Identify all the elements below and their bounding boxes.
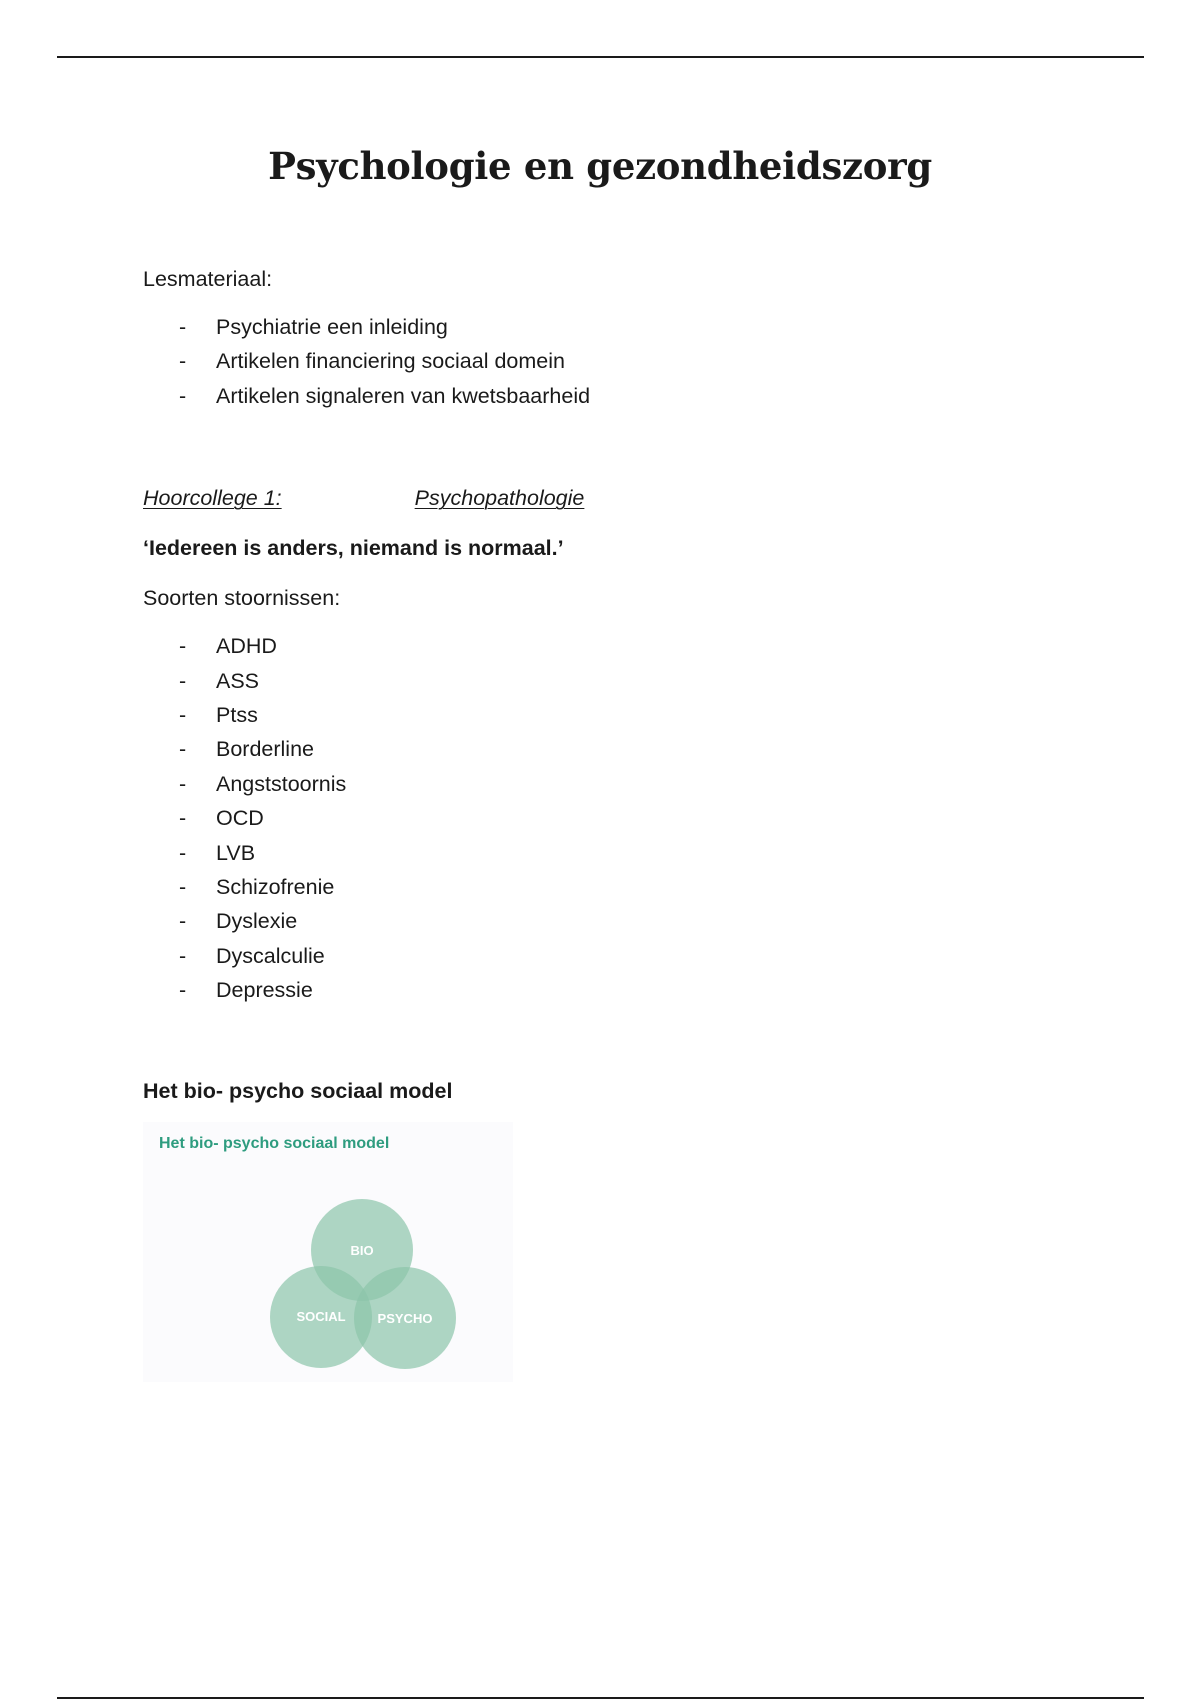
dash-bullet: - — [179, 909, 187, 934]
list-item: - Ptss — [143, 698, 1043, 732]
list-item: - Borderline — [143, 732, 1043, 766]
document-body — [143, 264, 1043, 1106]
bottom-rule — [57, 1697, 1144, 1699]
dash-bullet: - — [179, 806, 187, 831]
dash-bullet: - — [179, 668, 187, 693]
dash-bullet: - — [179, 383, 187, 408]
dash-bullet: - — [179, 349, 187, 374]
list-item: - ADHD — [143, 629, 1043, 663]
lesmateriaal-label: Lesmateriaal: — [143, 267, 273, 291]
bio-label: BIO — [350, 1243, 374, 1258]
list-item: - Schizofrenie — [143, 870, 1043, 904]
dash-bullet: - — [179, 634, 187, 659]
dash-bullet: - — [179, 943, 187, 968]
venn-diagram — [143, 1122, 513, 1382]
figure-title: Het bio- psycho sociaal model — [159, 1135, 390, 1152]
model-heading: Het bio- psycho sociaal model — [143, 1078, 453, 1103]
dash-bullet: - — [179, 978, 187, 1003]
psycho-label: PSYCHO — [377, 1311, 433, 1326]
list-item: - Artikelen signaleren van kwetsbaarheid — [143, 379, 1043, 413]
social-label: SOCIAL — [296, 1309, 346, 1324]
quote: ‘Iedereen is anders, niemand is normaal.’ — [143, 536, 564, 561]
soorten-list — [143, 629, 1043, 1007]
list-item: - Angststoornis — [143, 767, 1043, 801]
list-item: - Dyscalculie — [143, 939, 1043, 973]
list-item: - Depressie — [143, 973, 1043, 1007]
list-item: - Dyslexie — [143, 904, 1043, 938]
hoorcollege-topic: Psychopathologie — [414, 486, 585, 511]
soorten-label: Soorten stoornissen: — [143, 586, 341, 611]
dash-bullet: - — [179, 840, 187, 865]
page-title: Psychologie en gezondheidszorg — [268, 144, 932, 188]
dash-bullet: - — [179, 315, 187, 339]
list-item: - Psychiatrie een inleiding — [143, 310, 1043, 344]
lesmateriaal-list — [143, 310, 1043, 413]
dash-bullet: - — [179, 703, 187, 728]
hoorcollege-label: Hoorcollege 1: — [143, 486, 282, 511]
hoorcollege-heading — [143, 483, 1043, 513]
dash-bullet: - — [179, 771, 187, 796]
list-item: - ASS — [143, 664, 1043, 698]
dash-bullet: - — [179, 737, 187, 762]
dash-bullet: - — [179, 875, 187, 900]
list-item: - OCD — [143, 801, 1043, 835]
list-item: - Artikelen financiering sociaal domein — [143, 344, 1043, 378]
list-item: - LVB — [143, 836, 1043, 870]
top-rule — [57, 56, 1144, 58]
bps-model-figure — [143, 1122, 513, 1382]
